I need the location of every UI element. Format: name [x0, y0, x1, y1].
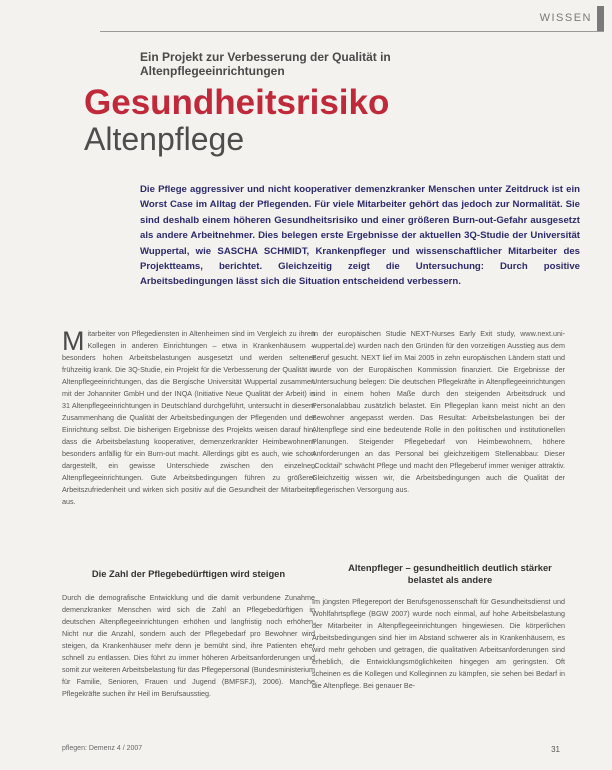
body-column-left: [62, 328, 315, 508]
section-marker: [597, 6, 604, 32]
kicker: Ein Projekt zur Verbesserung der Qualität in Altenpflegeeinrichtungen: [140, 50, 391, 78]
section-label: WISSEN: [539, 12, 592, 24]
subheading-right: Altenpfleger – gesundheitlich deutlich stärker belastet als andere: [348, 562, 552, 585]
page-number: 31: [551, 745, 560, 754]
drop-cap: M: [62, 326, 85, 356]
footer-publication: pflegen: Demenz 4 / 2007: [62, 745, 143, 752]
header-rule: [100, 31, 604, 32]
title-line-2: Altenpflege: [84, 121, 245, 157]
lead-paragraph: Die Pflege aggressiver und nicht kooperativer demenzkranker Menschen unter Zeitdruck ist ein Worst Case im Alltag der Pflegenden. Für viele Mitarbeiter gehört das jedoch zur Normalität. Sie sind deshalb einem höheren Gesundheitsrisiko und einer größeren Burn-out-Gefahr ausgesetzt als andere Arbeitnehmer. Dies belegen erste Ergebnisse der aktuellen 3Q-Studie der Universität Wuppertal, wie SASCHA SCHMIDT, Krankenpfleger und wissenschaftlicher Mitarbeiter des Projektteams, berichtet. Gleichzeitig zeigt die Untersuchung: Durch positive Arbeitsbedingungen lässt sich die Situation entscheidend verbessern.: [140, 184, 580, 288]
body-column-right-2: Im jüngsten Pflegereport der Berufsgenossenschaft für Gesundheitsdienst und Wohlfahrtspflege (BGW 2007) wurde noch einmal, auf hohe Arbeitsbelastung der Mitarbeiter in Altenpflegeeinrichtungen hingewiesen. Die körperlichen Arbeitsbedingungen sind hier im Abstand schwerer als in Krankenhäusern, es wird mehr gehoben und getragen, die qualitativen Arbeitsanforderungen sind erheblich, die Entwicklungsmöglichkeiten hingegen am geringsten. Oft scheinen es die Kollegen und Kolleginnen zu kämpfen, sie sehen bei Bedarf in die Altenpflege. Bei genauer Be-: [312, 597, 565, 690]
body-column-right: In der europäischen Studie NEXT-Nurses Early Exit study, www.next.uni-wuppertal.de) wurden nach den Gründen für den vorzeitigen Ausstieg aus dem Beruf gesucht. NEXT lief im Mai 2005 in zehn europäischen Ländern statt und wurde von der Europäischen Kommission finanziert. Die Ergebnisse der Untersuchung belegen: Die deutschen Pflegekräfte in Altenpflegeeinrichtungen sind in einem hohen Maße durch den steigenden Arbeitsdruck und Personalabbau zusätzlich belastet. Ein Pflegeplan kann meist nicht an den Bewohner angepasst werden. Das Resultat: Arbeitsbelastungen bei der Altenpflege sind eine bedeutende Rolle in den politischen und institutionellen Planungen. Steigender Pflegebedarf von Heimbewohnern, höhere Anforderungen an das Personal bei gleichzeitigem Stellenabbau: Dieser „Cocktail“ schwächt Pflege und macht den Pflegeberuf immer weniger attraktiv. Gleichzeitig wissen wir, die Arbeitsbedingungen auch die Qualität der pflegerischen Versorgung aus.: [312, 329, 565, 494]
body-column-left-2: Durch die demografische Entwicklung und die damit verbundene Zunahme demenzkranker Menschen wird sich die Zahl an Pflegebedürftigen in deutschen Altenpflegeeinrichtungen erhöhen und langfristig noch erhöhen. Nicht nur die Anzahl, sondern auch der Pflegebedarf pro Bewohner wird steigen, da Krankenhäuser mehr denn je bemüht sind, ihre Patienten eher schnell zu entlassen. Dies führt zu immer höheren Arbeitsanforderungen und somit zur weiteren Arbeitsbelastung für das Pflegepersonal (Bundesministerium für Familie, Senioren, Frauen und Jugend (BMFSFJ), 2006). Manche Pflegekräfte suchen ihr Heil im Berufsausstieg.: [62, 593, 315, 698]
subheading-left: Die Zahl der Pflegebedürftigen wird steigen: [91, 568, 286, 579]
body-text-left: itarbeiter von Pflegediensten in Altenheimen sind im Vergleich zu ihren Kollegen in anderen Einrichtungen – etwa in Krankenhäusern – besonders hohen Arbeitsbelastungen ausgesetzt und werden seltener frühzeitig krank. Die 3Q-Studie, ein Projekt für die Verbesserung der Qualität in Altenpflegeeinrichtungen, das die Bergische Universität Wuppertal zusammen mit der Johanniter GmbH und der INQA (Initiative Neue Qualität der Arbeit) in 31 Altenpflegeeinrichtungen in Deutschland durchgeführt, untersucht in diesem Zusammenhang die Qualität der Arbeitsbedingungen der Pflegenden und der Einrichtung selbst. Die bisherigen Ergebnisse des Projekts weisen darauf hin, dass die Arbeitsbelastung kooperativer, demenzerkrankter Heimbewohnern besonders anfällig für ein Burn-out macht. Allerdings gibt es auch, wie schon dargestellt, ein gewisse Unterschiede zwischen den einzelnen Altenpflegeeinrichtungen. Gute Arbeitsbedingungen führen zu größerer Arbeitszufriedenheit und wirken sich positiv auf die Gesundheit der Mitarbeiter aus.: [62, 329, 315, 506]
title-line-1: Gesundheitsrisiko: [84, 83, 390, 122]
